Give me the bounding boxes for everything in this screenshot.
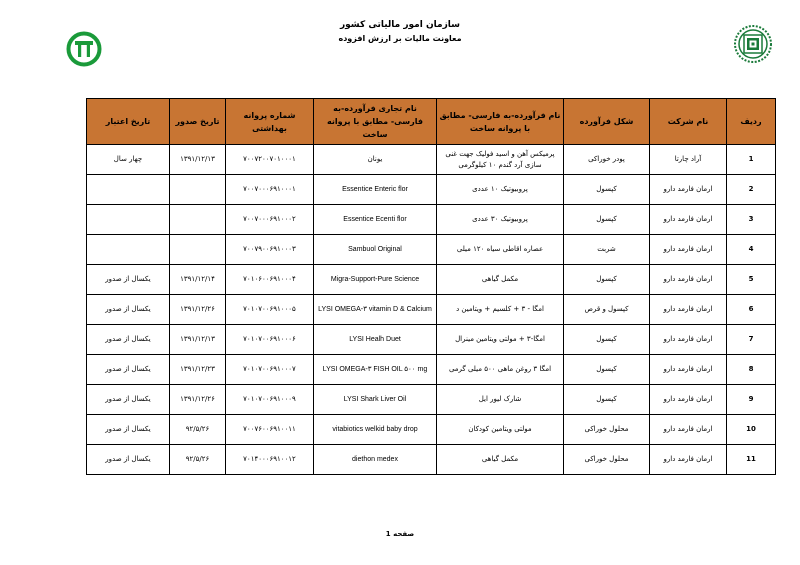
row-number: 2 — [727, 175, 776, 205]
form-cell: پودر خوراکی — [564, 145, 650, 175]
table-row — [87, 175, 776, 205]
table-row — [87, 295, 776, 325]
form-cell: کپسول و قرص — [564, 295, 650, 325]
row-number: 10 — [727, 415, 776, 445]
trade-name-cell: vitabiotics welkid baby drop — [314, 415, 437, 445]
validity-cell: یکسال از صدور — [87, 415, 170, 445]
table-row — [87, 325, 776, 355]
row-number: 5 — [727, 265, 776, 295]
row-number: 7 — [727, 325, 776, 355]
company-cell: ارمان فارمد دارو — [650, 205, 727, 235]
trade-name-cell: LYSI Shark Liver Oil — [314, 385, 437, 415]
product-name-cell: مکمل گیاهی — [437, 445, 564, 475]
validity-cell: یکسال از صدور — [87, 445, 170, 475]
issue-date-cell — [170, 205, 226, 235]
trade-name-cell: یونان — [314, 145, 437, 175]
validity-cell — [87, 205, 170, 235]
col-header-validity: تاریخ اعتبار — [87, 99, 170, 145]
trade-name-cell: Essentice Ecenti flor — [314, 205, 437, 235]
trade-name-cell: LYSI OMEGA-۳ FISH OIL ۵۰۰ mg — [314, 355, 437, 385]
trade-name-cell: Sambuol Original — [314, 235, 437, 265]
table-row — [87, 205, 776, 235]
product-name-cell: عصاره اقاطی سیاه ۱۲۰ میلی — [437, 235, 564, 265]
validity-cell: یکسال از صدور — [87, 295, 170, 325]
company-cell: ارمان فارمد دارو — [650, 235, 727, 265]
license-number-cell: ۷۰۰۷۶۰۰۶۹۱۰۰۱۱ — [226, 415, 314, 445]
company-cell: ارمان فارمد دارو — [650, 355, 727, 385]
license-number-cell: ۷۰۱۰۷۰۰۶۹۱۰۰۰۶ — [226, 325, 314, 355]
issue-date-cell: ۱۳۹۱/۱۲/۲۳ — [170, 355, 226, 385]
col-header-product-name: نام فرآورده-به فارسی- مطابق با پروانه ساخت — [437, 99, 564, 145]
validity-cell — [87, 235, 170, 265]
col-header-company: نام شرکت — [650, 99, 727, 145]
license-number-cell: ۷۰۰۷۲۰۰۷۰۱۰۰۰۱ — [226, 145, 314, 175]
product-name-cell: امگا - ۳ + کلسیم + ویتامین د — [437, 295, 564, 325]
trade-name-cell: LYSI OMEGA-۳ vitamin D & Calcium — [314, 295, 437, 325]
issue-date-cell — [170, 235, 226, 265]
validity-cell — [87, 175, 170, 205]
form-cell: کپسول — [564, 355, 650, 385]
trade-name-cell: LYSI Healh Duet — [314, 325, 437, 355]
row-number: 8 — [727, 355, 776, 385]
product-name-cell: امگا-۳ + مولتی ویتامین مینرال — [437, 325, 564, 355]
row-number: 6 — [727, 295, 776, 325]
dept-name: معاونت مالیات بر ارزش افزوده — [338, 34, 462, 43]
trade-name-cell: diethon medex — [314, 445, 437, 475]
product-name-cell: مولتی ویتامین کودکان — [437, 415, 564, 445]
form-cell: کپسول — [564, 325, 650, 355]
tax-org-seal-icon — [733, 24, 773, 64]
org-name: سازمان امور مالیاتی کشور — [339, 20, 460, 30]
col-header-issue-date: تاریخ صدور — [170, 99, 226, 145]
company-cell: ارمان فارمد دارو — [650, 295, 727, 325]
form-cell: کپسول — [564, 385, 650, 415]
col-header-trade-name: نام تجاری فرآورده-به فارسی- مطابق با پروانه ساخت — [314, 99, 437, 145]
table-row — [87, 445, 776, 475]
row-number: 4 — [727, 235, 776, 265]
table-header-row — [87, 99, 776, 145]
page-number: صفحه 1 — [385, 530, 415, 538]
table-row — [87, 355, 776, 385]
trade-name-cell: Essentice Enteric flor — [314, 175, 437, 205]
form-cell: محلول خوراکی — [564, 445, 650, 475]
issue-date-cell — [170, 175, 226, 205]
form-cell: کپسول — [564, 175, 650, 205]
license-number-cell: ۷۰۰۷۰۰۰۶۹۱۰۰۰۱ — [226, 175, 314, 205]
license-number-cell: ۷۰۰۷۹۰۰۶۹۱۰۰۰۳ — [226, 235, 314, 265]
product-license-table — [86, 98, 776, 475]
issue-date-cell: ۱۳۹۱/۱۲/۲۶ — [170, 385, 226, 415]
license-number-cell: ۷۰۱۰۶۰۰۶۹۱۰۰۰۴ — [226, 265, 314, 295]
table-row — [87, 415, 776, 445]
product-name-cell: پروبیوتیک ۳۰ عددی — [437, 205, 564, 235]
company-cell: ارمان فارمد دارو — [650, 175, 727, 205]
company-cell: آراد چارتا — [650, 145, 727, 175]
product-name-cell: امگا ۳ روغن ماهی ۵۰۰ میلی گرمی — [437, 355, 564, 385]
table-row — [87, 385, 776, 415]
form-cell: کپسول — [564, 265, 650, 295]
table-row — [87, 265, 776, 295]
col-header-row-number: ردیف — [727, 99, 776, 145]
product-name-cell: مکمل گیاهی — [437, 265, 564, 295]
validity-cell: یکسال از صدور — [87, 265, 170, 295]
company-cell: ارمان فارمد دارو — [650, 415, 727, 445]
validity-cell: یکسال از صدور — [87, 325, 170, 355]
license-number-cell: ۷۰۱۴۰۰۰۶۹۱۰۰۱۲ — [226, 445, 314, 475]
company-cell: ارمان فارمد دارو — [650, 265, 727, 295]
company-cell: ارمان فارمد دارو — [650, 445, 727, 475]
product-name-cell: پروبیوتیک ۱۰ عددی — [437, 175, 564, 205]
form-cell: کپسول — [564, 205, 650, 235]
issue-date-cell: ۹۲/۵/۲۶ — [170, 415, 226, 445]
trade-name-cell: Migra-Support-Pure Science — [314, 265, 437, 295]
form-cell: شربت — [564, 235, 650, 265]
table-row — [87, 235, 776, 265]
issue-date-cell: ۱۳۹۱/۱۲/۱۳ — [170, 145, 226, 175]
form-cell: محلول خوراکی — [564, 415, 650, 445]
validity-cell: چهار سال — [87, 145, 170, 175]
row-number: 3 — [727, 205, 776, 235]
issue-date-cell: ۱۳۹۱/۱۲/۲۶ — [170, 295, 226, 325]
product-name-cell: پرمیکس آهن و اسید فولیک جهت غنی سازی آرد گندم ۱۰ کیلوگرمی — [437, 145, 564, 175]
issue-date-cell: ۱۳۹۱/۱۲/۱۴ — [170, 265, 226, 295]
row-number: 9 — [727, 385, 776, 415]
document-header — [0, 18, 800, 46]
col-header-license-number: شماره پروانه بهداشتی — [226, 99, 314, 145]
license-number-cell: ۷۰۱۰۷۰۰۶۹۱۰۰۰۹ — [226, 385, 314, 415]
license-number-cell: ۷۰۱۰۷۰۰۶۹۱۰۰۰۵ — [226, 295, 314, 325]
company-cell: ارمان فارمد دارو — [650, 325, 727, 355]
company-cell: ارمان فارمد دارو — [650, 385, 727, 415]
license-number-cell: ۷۰۰۷۰۰۰۶۹۱۰۰۰۲ — [226, 205, 314, 235]
issue-date-cell: ۱۳۹۱/۱۲/۱۳ — [170, 325, 226, 355]
table-row — [87, 145, 776, 175]
validity-cell: یکسال از صدور — [87, 355, 170, 385]
tax-org-emblem-icon — [66, 31, 102, 67]
row-number: 1 — [727, 145, 776, 175]
product-name-cell: شارک لیور ایل — [437, 385, 564, 415]
row-number: 11 — [727, 445, 776, 475]
validity-cell: یکسال از صدور — [87, 385, 170, 415]
license-number-cell: ۷۰۱۰۷۰۰۶۹۱۰۰۰۷ — [226, 355, 314, 385]
col-header-product-form: شکل فرآورده — [564, 99, 650, 145]
issue-date-cell: ۹۲/۵/۲۶ — [170, 445, 226, 475]
